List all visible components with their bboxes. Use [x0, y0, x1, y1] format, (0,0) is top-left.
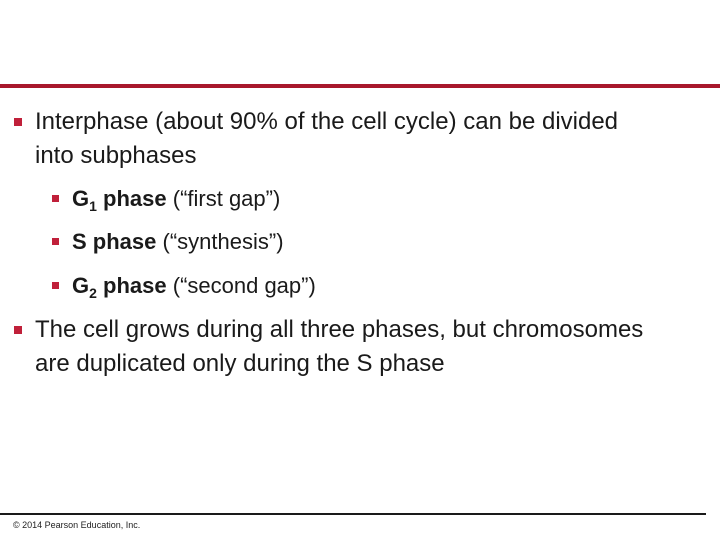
copyright-notice: © 2014 Pearson Education, Inc.: [13, 520, 141, 530]
phase-letter: G: [72, 186, 90, 211]
phase-description: (“synthesis”): [156, 229, 284, 254]
phase-word: phase: [96, 273, 167, 298]
phase-subscript: 2: [89, 285, 97, 301]
bullet-cell-growth: [14, 313, 654, 381]
subbullet-g1-phase: [52, 184, 652, 214]
phase-description: (“first gap”): [166, 186, 281, 211]
bullet-text: Interphase (about 90% of the cell cycle) can be divided into subphases: [35, 108, 619, 169]
phase-word: phase: [96, 186, 167, 211]
phase-word: phase: [86, 229, 157, 254]
phase-letter: G: [72, 273, 90, 298]
phase-subscript: 1: [89, 198, 97, 214]
bullet-interphase: [14, 105, 654, 173]
subbullet-g2-phase: [52, 271, 652, 301]
phase-description: (“second gap”): [166, 273, 316, 298]
header-rule: [0, 84, 720, 88]
subbullet-s-phase: [52, 227, 652, 257]
phase-letter: S: [72, 229, 87, 254]
bullet-text: The cell grows during all three phases, but chromosomes are duplicated only during the S phase: [35, 316, 644, 377]
footer-rule: [0, 513, 706, 515]
